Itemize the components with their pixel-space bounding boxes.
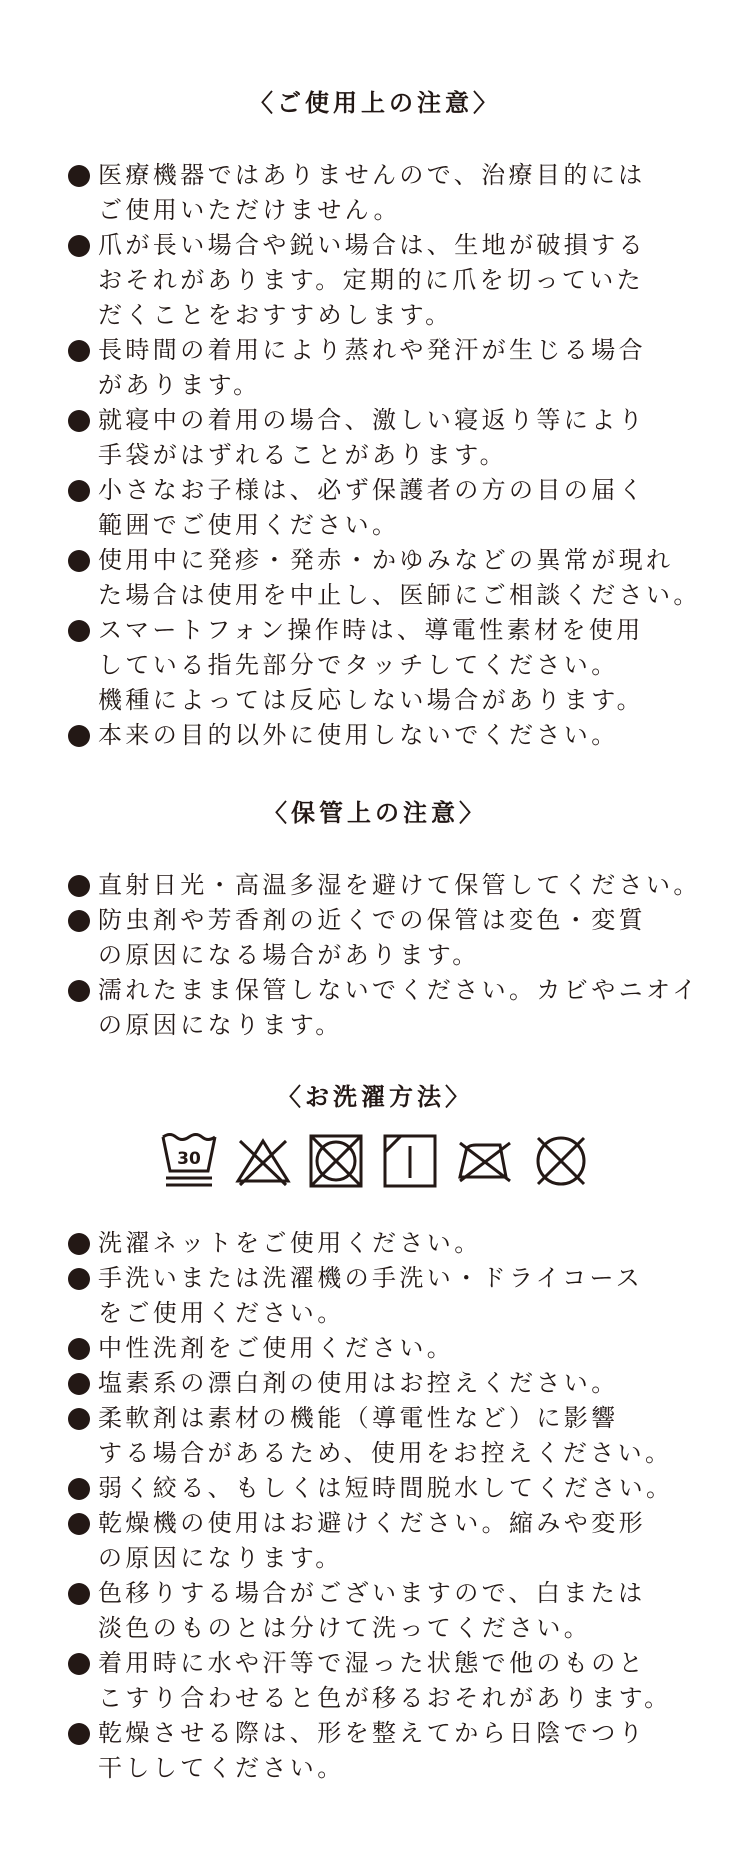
storage-heading: 〈保管上の注意〉	[263, 799, 487, 827]
list-item-line: 爪が長い場合や鋭い場合は、生地が破損する	[98, 231, 646, 259]
list-item-line: 機種によっては反応しない場合があります。	[98, 686, 645, 714]
list-item-line: 直射日光・高温多湿を避けて保管してください。	[98, 871, 701, 899]
bullet-icon	[68, 1723, 90, 1745]
list-item-line: 範囲でご使用ください。	[98, 511, 400, 539]
list-item-line: 就寝中の着用の場合、激しい寝返り等により	[98, 406, 646, 434]
list-item-line: 弱く絞る、もしくは短時間脱水してください。	[98, 1474, 674, 1502]
bullet-icon	[68, 340, 90, 362]
list-item-line: 手洗いまたは洗濯機の手洗い・ドライコース	[98, 1264, 644, 1292]
bullet-icon	[68, 235, 90, 257]
washing-notes	[0, 1226, 750, 1786]
list-item-line: 防虫剤や芳香剤の近くでの保管は変色・変質	[98, 906, 646, 934]
list-item-line: 乾燥させる際は、形を整えてから日陰でつり	[98, 1719, 646, 1747]
usage-list	[0, 158, 750, 753]
list-item	[0, 1401, 750, 1471]
bullet-icon	[68, 875, 90, 897]
list-item	[0, 333, 750, 403]
list-item	[0, 543, 750, 613]
list-item-line: 柔軟剤は素材の機能（導電性など）に影響	[98, 1404, 619, 1432]
list-item	[0, 613, 750, 718]
low-iron-icon	[454, 1135, 516, 1187]
list-item-line: する場合があるため、使用をお控えください。	[98, 1439, 673, 1467]
list-item	[0, 158, 750, 228]
list-item-line: 干ししてください。	[98, 1754, 345, 1782]
washing-list	[0, 1226, 750, 1786]
list-item-line: 小さなお子様は、必ず保護者の方の目の届く	[98, 476, 646, 504]
bullet-icon	[68, 1373, 90, 1395]
list-item-line: 長時間の着用により蒸れや発汗が生じる場合	[98, 336, 646, 364]
list-item-line: の原因になります。	[98, 1544, 343, 1572]
no-bleach-icon	[234, 1135, 292, 1187]
list-item-line: 本来の目的以外に使用しないでください。	[98, 721, 619, 749]
list-item-line: があります。	[98, 371, 261, 399]
bullet-icon	[68, 1583, 90, 1605]
washing-heading: 〈お洗濯方法〉	[277, 1083, 473, 1111]
list-item-line: をご使用ください。	[98, 1299, 345, 1327]
bullet-icon	[68, 1653, 90, 1675]
list-item	[0, 1226, 750, 1261]
usage-section	[0, 86, 750, 120]
bullet-icon	[68, 1408, 90, 1430]
storage-section	[0, 796, 750, 830]
list-item-line: こすり合わせると色が移るおそれがあります。	[98, 1684, 672, 1712]
list-item	[0, 1261, 750, 1331]
list-item-line: 手袋がはずれることがあります。	[98, 441, 508, 469]
list-item	[0, 868, 750, 903]
list-item-line: ご使用いただけません。	[98, 196, 401, 224]
bullet-icon	[68, 165, 90, 187]
bullet-icon	[68, 410, 90, 432]
bullet-icon	[68, 550, 90, 572]
list-item-line: 使用中に発疹・発赤・かゆみなどの異常が現れ	[98, 546, 674, 574]
list-item-line: 着用時に水や汗等で湿った状態で他のものと	[98, 1649, 646, 1677]
list-item	[0, 973, 750, 1043]
bullet-icon	[68, 910, 90, 932]
bullet-icon	[68, 620, 90, 642]
list-item	[0, 228, 750, 333]
list-item-line: 色移りする場合がございますので、白または	[98, 1579, 646, 1607]
list-item-line: している指先部分でタッチしてください。	[98, 651, 619, 679]
bullet-icon	[68, 725, 90, 747]
bullet-icon	[68, 1513, 90, 1535]
bullet-icon	[68, 1268, 90, 1290]
list-item-line: 塩素系の漂白剤の使用はお控えください。	[98, 1369, 619, 1397]
storage-notes	[0, 868, 750, 1043]
list-item	[0, 473, 750, 543]
list-item	[0, 718, 750, 753]
list-item	[0, 1576, 750, 1646]
list-item	[0, 1471, 750, 1506]
bullet-icon	[68, 1338, 90, 1360]
list-item-line: た場合は使用を中止し、医師にご相談ください。	[98, 581, 701, 609]
list-item-line: 中性洗剤をご使用ください。	[98, 1334, 455, 1362]
line-dry-shade-icon	[381, 1132, 439, 1190]
list-item-line: だくことをおすすめします。	[98, 301, 453, 329]
list-item	[0, 1331, 750, 1366]
wash-30-gentle-icon	[160, 1131, 218, 1191]
list-item	[0, 1646, 750, 1716]
storage-list	[0, 868, 750, 1043]
list-item	[0, 1716, 750, 1786]
list-item-line: 洗濯ネットをご使用ください。	[98, 1229, 482, 1257]
list-item	[0, 903, 750, 973]
list-item-line: の原因になる場合があります。	[98, 941, 480, 969]
wash-temperature-label: 30	[177, 1149, 201, 1169]
list-item	[0, 403, 750, 473]
no-tumble-dry-icon	[307, 1132, 365, 1190]
list-item-line: 淡色のものとは分けて洗ってください。	[98, 1614, 592, 1642]
list-item-line: 医療機器ではありませんので、治療目的には	[98, 161, 646, 189]
list-item	[0, 1366, 750, 1401]
care-symbols	[160, 1130, 590, 1192]
list-item-line: の原因になります。	[98, 1011, 343, 1039]
usage-heading: 〈ご使用上の注意〉	[249, 89, 501, 117]
bullet-icon	[68, 480, 90, 502]
list-item	[0, 1506, 750, 1576]
bullet-icon	[68, 980, 90, 1002]
usage-notes	[0, 158, 750, 753]
list-item-line: スマートフォン操作時は、導電性素材を使用	[98, 616, 644, 644]
bullet-icon	[68, 1478, 90, 1500]
list-item-line: 乾燥機の使用はお避けください。縮みや変形	[98, 1509, 646, 1537]
no-dry-clean-icon	[532, 1132, 590, 1190]
washing-section	[0, 1080, 750, 1114]
list-item-line: 濡れたまま保管しないでください。カビやニオイ	[98, 976, 700, 1004]
bullet-icon	[68, 1233, 90, 1255]
list-item-line: おそれがあります。定期的に爪を切っていた	[98, 266, 645, 294]
